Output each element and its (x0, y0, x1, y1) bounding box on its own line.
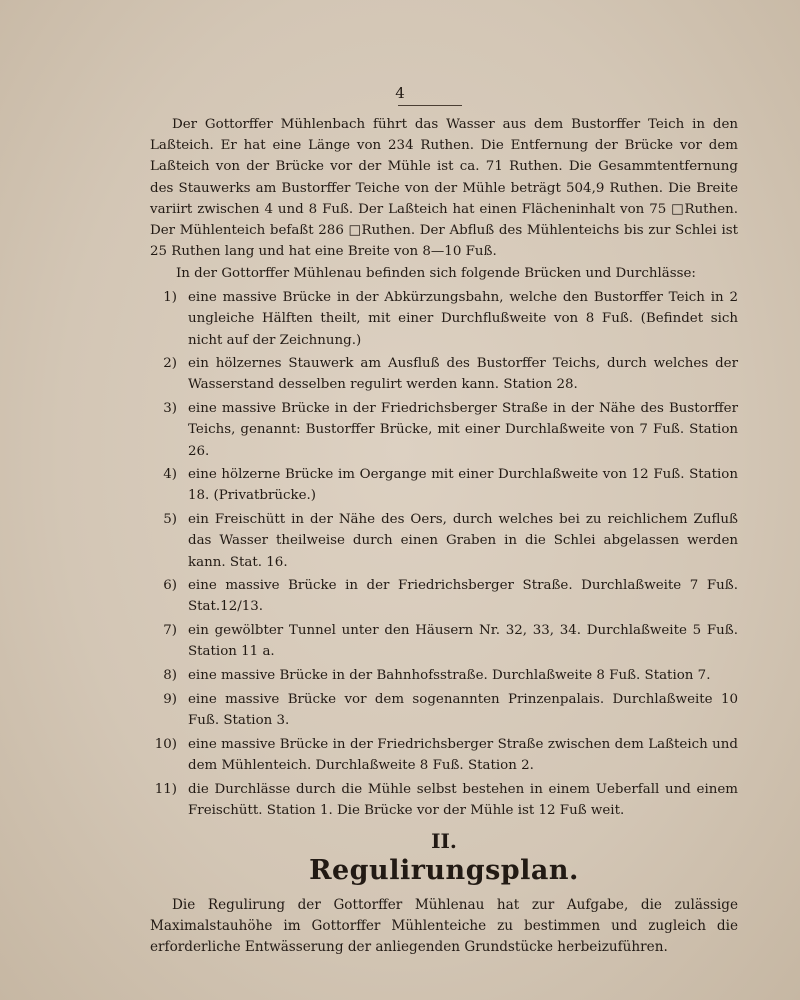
list-item-text: ein Freischütt in der Nähe des Oers, durch welches bei zu reichlichem Zufluß das Wasser theilweise durch einen Graben in die Schlei abgelassen werden kann. Stat. 16. (188, 512, 738, 570)
list-item (150, 464, 738, 506)
page-number-rule (398, 105, 462, 106)
list-item (150, 353, 738, 395)
list-item (150, 779, 738, 821)
list-item (150, 509, 738, 573)
list-item (150, 620, 738, 662)
list-item-number: 6) (163, 578, 177, 594)
section-title: Regulirungsplan. (309, 855, 579, 886)
list-item-text: die Durchlässe durch die Mühle selbst bestehen in einem Ueberfall und einem Freischütt. Station 1. Die Brücke vor der Mühle ist 12 Fuß weit. (188, 781, 738, 818)
bridge-list (150, 287, 738, 821)
list-item-text: eine massive Brücke in der Bahnhofsstraße. Durchlaßweite 8 Fuß. Station 7. (188, 668, 711, 684)
list-item-text: eine massive Brücke in der Friedrichsberger Straße zwischen dem Laßteich und dem Mühlenteich. Durchlaßweite 8 Fuß. Station 2. (188, 736, 738, 773)
list-item-number: 11) (154, 781, 177, 797)
list-item-text: eine massive Brücke vor dem sogenannten Prinzenpalais. Durchlaßweite 10 Fuß. Station 3. (188, 691, 738, 728)
list-item-text: ein gewölbter Tunnel unter den Häusern Nr. 32, 33, 34. Durchlaßweite 5 Fuß. Station 11 a. (188, 623, 738, 660)
list-item (150, 398, 738, 462)
list-item-number: 3) (163, 401, 177, 417)
body-text (150, 114, 738, 959)
list-item-number: 1) (163, 290, 177, 306)
closing-paragraph: Die Regulirung der Gottorffer Mühlenau hat zur Aufgabe, die zulässige Maximalstauhöhe im Gottorffer Mühlenteiche zu bestimmen und zugleich die erforderliche Entwässerung der anliegenden Grundstücke herbeizuführen. (150, 897, 738, 956)
list-item (150, 734, 738, 776)
list-item (150, 689, 738, 731)
list-item (150, 665, 738, 686)
list-item-number: 4) (163, 467, 177, 483)
page-number: 4 (395, 84, 405, 102)
list-item-number: 7) (163, 623, 177, 639)
list-item-text: eine massive Brücke in der Friedrichsberger Straße. Durchlaßweite 7 Fuß. Stat.12/13. (188, 578, 738, 615)
list-intro: In der Gottorffer Mühlenau befinden sich folgende Brücken und Durchlässe: (176, 266, 696, 282)
list-item-number: 2) (163, 356, 177, 372)
list-item-text: eine massive Brücke in der Abkürzungsbahn, welche den Bustorffer Teich in 2 ungleiche Hälften theilt, mit einer Durchflußweite von 8 Fuß. (Befindet sich nicht auf der Zeichnung.) (188, 290, 738, 348)
list-item-number: 10) (154, 736, 177, 752)
section-number: II. (431, 829, 457, 853)
list-item-text: ein hölzernes Stauwerk am Ausfluß des Bustorffer Teichs, durch welches der Wasserstand desselben regulirt werden kann. Station 28. (188, 356, 738, 393)
intro-paragraph: Der Gottorffer Mühlenbach führt das Wasser aus dem Bustorffer Teich in den Laßteich. Er hat eine Länge von 234 Ruthen. Die Entfernung der Brücke vor dem Laßteich von der Brücke vor der Mühle ist ca. 71 Ruthen. Die Gesammtentfernung des Stauwerks am Bustorffer Teiche von der Mühle beträgt 504,9 Ruthen. Die Breite variirt zwischen 4 und 8 Fuß. Der Laßteich hat einen Flächeninhalt von 75 □Ruthen. Der Mühlenteich befaßt 286 □Ruthen. Der Abfluß des Mühlenteichs bis zur Schlei ist 25 Ruthen lang und hat eine Breite von 8—10 Fuß. (150, 117, 738, 260)
list-item (150, 287, 738, 351)
list-item-number: 8) (163, 668, 177, 684)
list-item-number: 5) (163, 512, 177, 528)
list-item-text: eine hölzerne Brücke im Oergange mit einer Durchlaßweite von 12 Fuß. Station 18. (Privatbrücke.) (188, 467, 738, 504)
list-item (150, 575, 738, 617)
list-item-text: eine massive Brücke in der Friedrichsberger Straße in der Nähe des Bustorffer Teichs, genannt: Bustorffer Brücke, mit einer Durchlaßweite von 7 Fuß. Station 26. (188, 401, 738, 459)
list-item-number: 9) (163, 691, 177, 707)
